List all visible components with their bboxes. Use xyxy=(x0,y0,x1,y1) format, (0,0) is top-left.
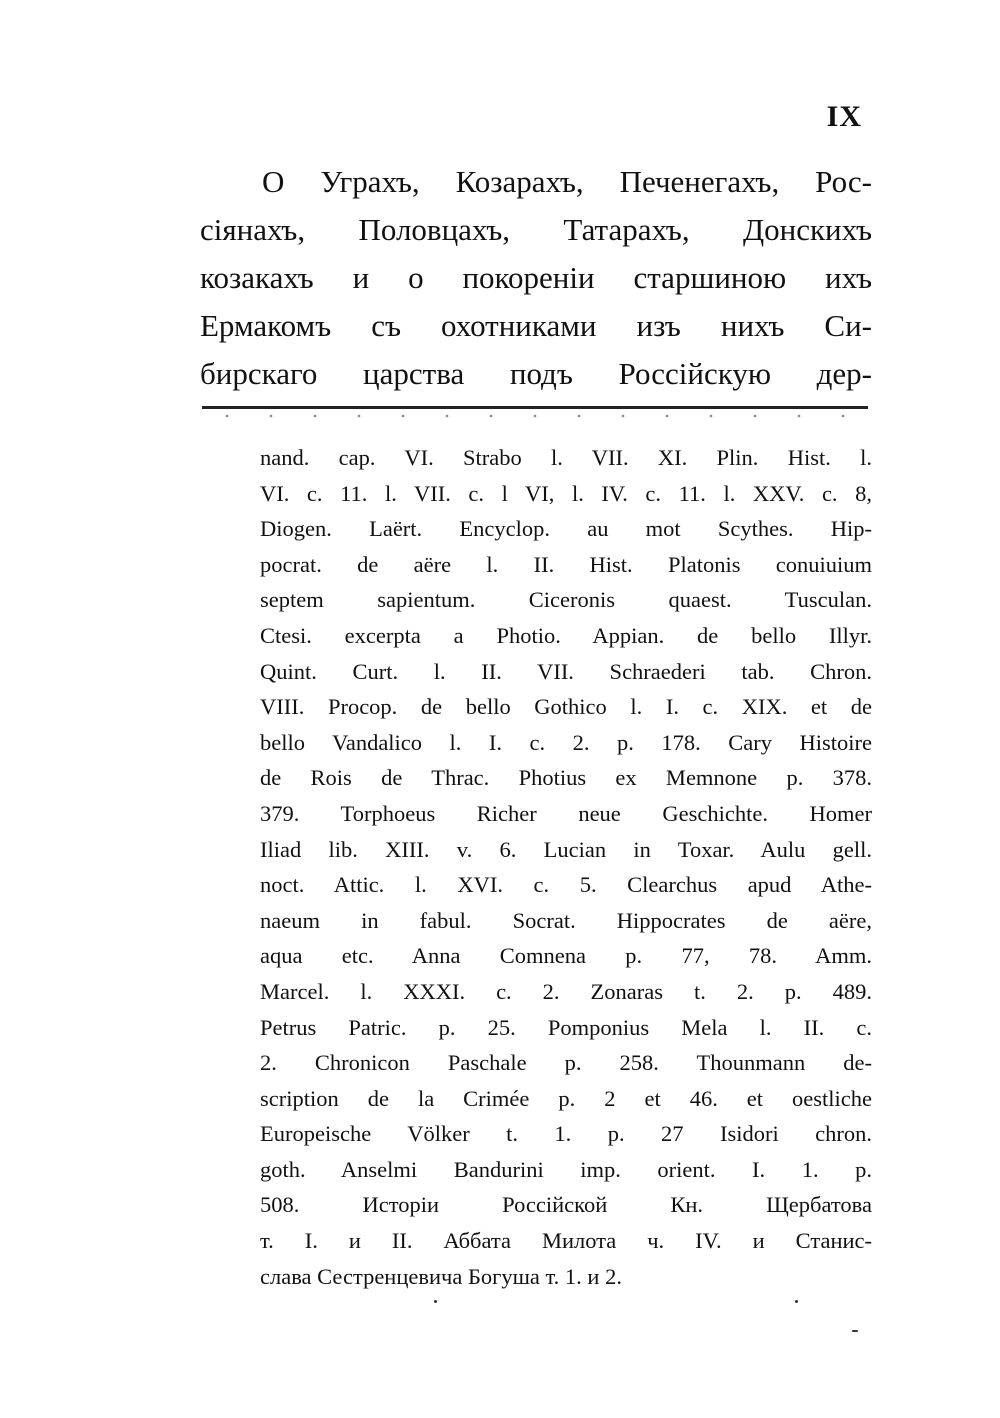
footnote-line: pocrat. de aëre l. II. Hist. Platonis conuiuium xyxy=(260,551,872,577)
footnote-line: 379. Torphoeus Richer neue Geschichte. Homer xyxy=(260,800,872,826)
footnote-line: 508. Исторіи Россійской Кн. Щербатова xyxy=(260,1192,872,1218)
footnote-line: т. I. и II. Аббата Милота ч. IV. и Станис- xyxy=(260,1228,872,1254)
footnote-line: aqua etc. Anna Comnena p. 77, 78. Amm. xyxy=(260,943,872,969)
main-text-line: Ермакомъ съ охотниками изъ нихъ Си- xyxy=(200,308,872,343)
page-number: IX xyxy=(826,100,862,133)
main-text-block xyxy=(200,158,872,398)
footnote-line: Iliad lib. XIII. v. 6. Lucian in Toxar. Aulu gell. xyxy=(260,836,872,862)
footnote-block xyxy=(260,440,872,1294)
footnote-line: de Rois de Thrac. Photius ex Memnone p. 378. xyxy=(260,765,872,791)
footnote-line: naeum in fabul. Socrat. Hippocrates de aëre, xyxy=(260,907,872,933)
footnote-line: septem sapientum. Ciceronis quaest. Tusculan. xyxy=(260,587,872,613)
footnote-line: VIII. Procop. de bello Gothico l. I. c. XIX. et de xyxy=(260,694,872,720)
main-text-line: бирскаго царства подъ Россійскую дер- xyxy=(200,356,872,391)
footnote-line: bello Vandalico l. I. c. 2. p. 178. Cary Histoire xyxy=(260,729,872,755)
footnote-line: 2. Chronicon Paschale p. 258. Thounmann de- xyxy=(260,1050,872,1076)
footnote-line: Marcel. l. XXXI. c. 2. Zonaras t. 2. p. 489. xyxy=(260,978,872,1004)
ink-speck xyxy=(852,1330,858,1332)
main-text-line: козакахъ и о покореніи старшиною ихъ xyxy=(200,260,872,295)
footnote-separator-rule xyxy=(202,406,868,409)
footnote-line: scription de la Crimée p. 2 et 46. et oestliche xyxy=(260,1085,872,1111)
main-text-line: сіянахъ, Половцахъ, Татарахъ, Донскихъ xyxy=(200,212,872,247)
footnote-line: Petrus Patric. p. 25. Pomponius Mela l. II. c. xyxy=(260,1014,872,1040)
footnote-line: nand. cap. VI. Strabo l. VII. XI. Plin. Hist. l. xyxy=(260,445,872,470)
separator-ink-specks xyxy=(205,412,865,420)
footnote-line: Diogen. Laërt. Encyclop. au mot Scythes. Hip- xyxy=(260,516,872,542)
footnote-line: Quint. Curt. l. II. VII. Schraederi tab. Chron. xyxy=(260,658,872,684)
footnote-line: goth. Anselmi Bandurini imp. orient. I. 1. p. xyxy=(260,1156,872,1182)
main-text-line: О Уграхъ, Козарахъ, Печенегахъ, Рос- xyxy=(262,164,872,199)
ink-speck xyxy=(795,1300,798,1303)
footnote-line: слава Сестренцевича Богуша т. 1. и 2. xyxy=(260,1263,622,1289)
footnote-line: Ctesi. excerpta a Photio. Appian. de bello Illyr. xyxy=(260,622,872,648)
ink-speck xyxy=(434,1300,437,1303)
footnote-line: Europeische Völker t. 1. p. 27 Isidori chron. xyxy=(260,1121,872,1147)
footnote-line: noct. Attic. l. XVI. c. 5. Clearchus apud Athe- xyxy=(260,872,872,898)
footnote-line: VI. c. 11. l. VII. c. l VI, l. IV. c. 11. l. XXV. c. 8, xyxy=(260,480,872,506)
